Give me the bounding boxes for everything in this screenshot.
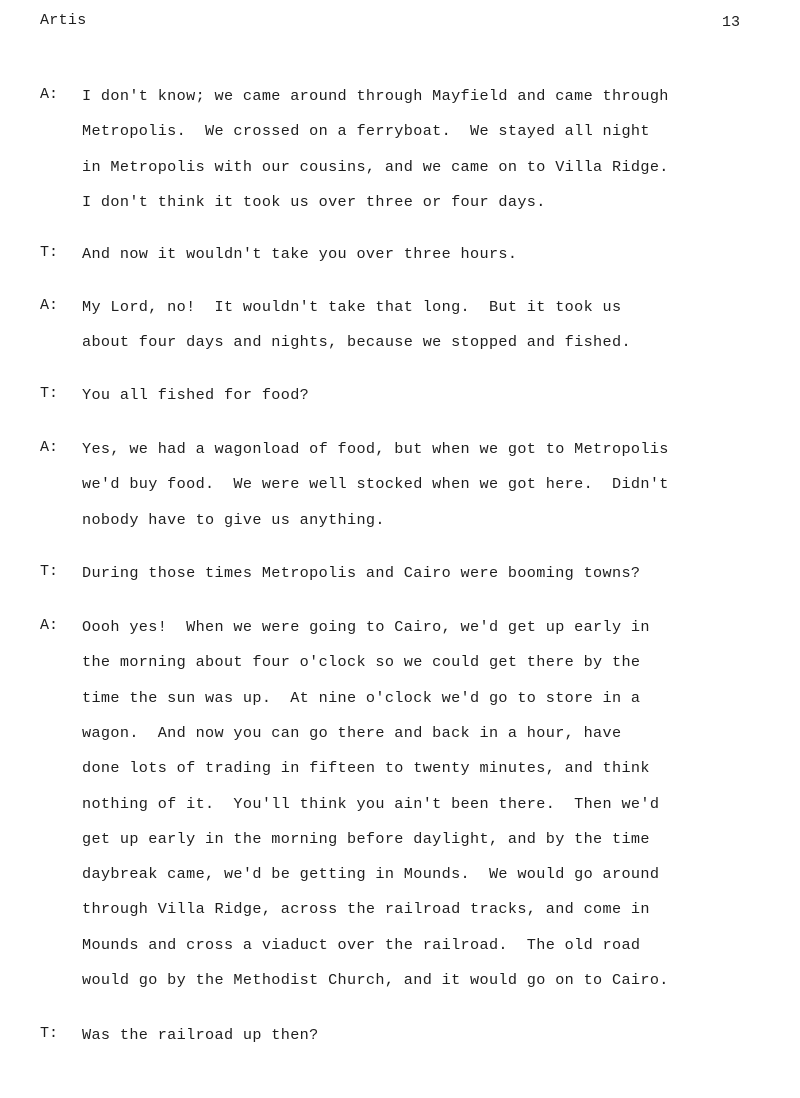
transcript-line: nothing of it. You'll think you ain't been there. Then we'd bbox=[82, 794, 660, 813]
speaker-label: A: bbox=[40, 297, 59, 314]
transcript-line: done lots of trading in fifteen to twenty minutes, and think bbox=[82, 759, 650, 778]
transcript-line: we'd buy food. We were well stocked when we got here. Didn't bbox=[82, 475, 669, 494]
page-number: 13 bbox=[722, 14, 741, 31]
transcript-line: wagon. And now you can go there and back in a hour, have bbox=[82, 723, 622, 742]
transcript-line: in Metropolis with our cousins, and we came on to Villa Ridge. bbox=[82, 157, 669, 176]
transcript-line: You all fished for food? bbox=[82, 386, 310, 404]
transcript-line: My Lord, no! It wouldn't take that long. But it took us bbox=[82, 298, 622, 316]
transcript-line: time the sun was up. At nine o'clock we'd go to store in a bbox=[82, 688, 641, 707]
document-header-name: Artis bbox=[40, 12, 87, 29]
speaker-label: T: bbox=[40, 244, 59, 261]
transcript-line: Metropolis. We crossed on a ferryboat. We stayed all night bbox=[82, 122, 650, 141]
speaker-label: A: bbox=[40, 86, 59, 103]
transcript-line: daybreak came, we'd be getting in Mounds. We would go around bbox=[82, 865, 660, 884]
transcript-line: Was the railroad up then? bbox=[82, 1026, 319, 1044]
transcript-line: During those times Metropolis and Cairo were booming towns? bbox=[82, 564, 641, 582]
transcript-line: the morning about four o'clock so we could get there by the bbox=[82, 653, 641, 672]
transcript-line: through Villa Ridge, across the railroad tracks, and come in bbox=[82, 900, 650, 919]
speaker-label: A: bbox=[40, 617, 59, 634]
speaker-label: T: bbox=[40, 1025, 59, 1042]
transcript-line: I don't know; we came around through Mayfield and came through bbox=[82, 87, 669, 105]
transcript-line: And now it wouldn't take you over three hours. bbox=[82, 245, 518, 263]
speaker-label: T: bbox=[40, 563, 59, 580]
speaker-label: T: bbox=[40, 385, 59, 402]
transcript-line: Oooh yes! When we were going to Cairo, we'd get up early in bbox=[82, 618, 650, 636]
transcript-line: I don't think it took us over three or four days. bbox=[82, 192, 546, 211]
transcript-line: Mounds and cross a viaduct over the railroad. The old road bbox=[82, 935, 641, 954]
transcript-line: about four days and nights, because we stopped and fished. bbox=[82, 333, 631, 352]
speaker-label: A: bbox=[40, 439, 59, 456]
transcript-line: nobody have to give us anything. bbox=[82, 510, 385, 529]
transcript-line: get up early in the morning before daylight, and by the time bbox=[82, 829, 650, 848]
transcript-line: Yes, we had a wagonload of food, but when we got to Metropolis bbox=[82, 440, 669, 458]
transcript-line: would go by the Methodist Church, and it would go on to Cairo. bbox=[82, 971, 669, 989]
